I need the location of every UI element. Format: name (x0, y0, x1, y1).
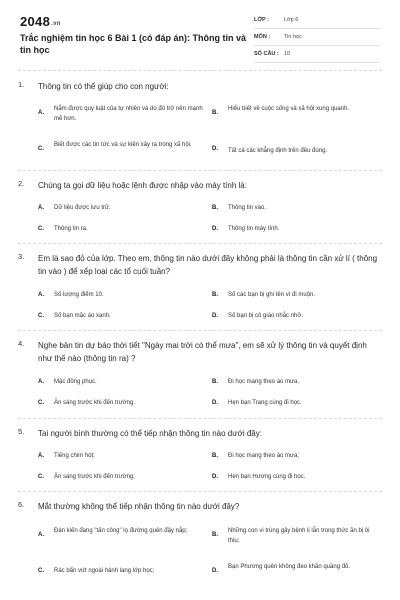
question-text: Tai người bình thường có thể tiếp nhận thông tin nào dưới đây: (38, 429, 262, 438)
option-text[interactable]: Số các bạn bị ghi tên vì đi muộn. (228, 292, 316, 298)
option-text[interactable]: Số lượng điểm 10. (54, 292, 104, 298)
logo-suffix: .vn (51, 21, 61, 27)
option-text[interactable]: Nắm được quy luật của tự nhiên và do đó trở nên mạnh mẽ hơn. (54, 106, 203, 122)
question-text: Nghe bản tin dự báo thời tiết "Ngày mai trời có thể mưa", em sẽ xử lý thông tin và quyết định như thế nào (thông tin ra) ? (38, 341, 367, 363)
option-letter[interactable]: C. (38, 226, 44, 232)
page-title: Trắc nghiệm tin học 6 Bài 1 (có đáp án): Thông tin và tin học (20, 33, 247, 55)
option-letter[interactable]: A. (38, 532, 44, 538)
meta-info (254, 14, 380, 65)
question-5 (18, 427, 382, 485)
option-letter[interactable]: D. (212, 568, 218, 574)
option-text[interactable]: Mặc đồng phục. (54, 379, 97, 385)
option-text[interactable]: Đi học mang theo áo mưa. (228, 379, 300, 385)
question-3 (18, 252, 382, 324)
question-2 (18, 179, 382, 237)
question-number: 2. (18, 179, 25, 188)
option-letter[interactable]: C. (38, 313, 44, 319)
option-letter[interactable]: C. (38, 474, 44, 480)
question-number: 4. (18, 339, 25, 348)
question-text: Em là sao đỏ của lớp. Theo em, thông tin nào dưới đây không phải là thông tin cần xử lí ( thông tin vào ) để xếp loại các tổ cuối tuần? (38, 254, 378, 276)
option-letter[interactable]: B. (212, 205, 218, 211)
option-text[interactable]: Số bạn bị cô giáo nhắc nhở. (228, 313, 303, 319)
option-letter[interactable]: C. (38, 146, 44, 152)
question-text: Thông tin có thể giúp cho con người: (38, 82, 169, 91)
question-number: 3. (18, 252, 25, 261)
question-1 (18, 80, 382, 166)
question-divider (18, 170, 382, 171)
option-text[interactable]: Hẹn bạn Hương cùng đi học. (228, 474, 306, 480)
site-logo[interactable] (20, 14, 61, 29)
question-text: Mắt thường không thể tiếp nhận thông tin nào dưới đây? (38, 502, 240, 511)
question-4 (18, 339, 382, 411)
option-text[interactable]: Bạn Phương quên không đeo khăn quàng đỏ. (228, 564, 351, 570)
option-letter[interactable]: D. (212, 400, 218, 406)
meta-value-count: 10 (284, 51, 291, 57)
option-text[interactable]: Đàn kiến đang "tấn công" lọ đường quên đậy nắp; (54, 528, 188, 534)
question-number: 5. (18, 427, 25, 436)
option-text[interactable]: Số bạn mặc áo xanh. (54, 313, 111, 319)
option-letter[interactable]: D. (212, 313, 218, 319)
option-text[interactable]: Hẹn bạn Trang cùng đi học. (228, 400, 302, 406)
option-text[interactable]: Thông tin vào. (228, 205, 267, 211)
question-number: 6. (18, 500, 25, 509)
option-text[interactable]: Tất cả các khẳng định trên đều đúng. (228, 148, 328, 154)
option-text[interactable]: Ăn sáng trước khi đến trường; (54, 474, 135, 480)
question-divider (18, 243, 382, 244)
option-text[interactable]: Thông tin ra. (54, 226, 88, 232)
question-6 (18, 500, 382, 590)
page-header (0, 0, 400, 62)
meta-row-count (254, 48, 380, 63)
option-text[interactable]: Rác bẩn vứt ngoài hành lang lớp học; (54, 568, 155, 574)
option-letter[interactable]: B. (212, 110, 218, 116)
option-letter[interactable]: A. (38, 379, 44, 385)
meta-row-class (254, 14, 380, 29)
header-divider (18, 70, 382, 71)
question-text: Chúng ta gọi dữ liệu hoặc lệnh được nhập vào máy tính là: (38, 181, 247, 190)
meta-row-subject (254, 31, 380, 46)
question-divider (18, 418, 382, 419)
option-letter[interactable]: B. (212, 292, 218, 298)
meta-label-subject: MÔN : (254, 34, 271, 40)
option-text[interactable]: Đi học mang theo áo mưa; (228, 453, 300, 459)
option-text[interactable]: Dữ liệu được lưu trữ. (54, 205, 111, 211)
option-letter[interactable]: D. (212, 474, 218, 480)
meta-value-subject: Tin học (284, 34, 302, 40)
option-letter[interactable]: A. (38, 292, 44, 298)
option-text[interactable]: Những con vi trùng gây bệnh lị lẫn trong thức ăn bị ôi thiu; (228, 528, 370, 544)
meta-label-class: LỚP : (254, 17, 269, 23)
meta-label-count: SỐ CÂU : (254, 51, 279, 57)
option-letter[interactable]: B. (212, 532, 218, 538)
option-text[interactable]: Thông tin máy tính. (228, 226, 280, 232)
option-text[interactable]: Hiểu biết về cuộc sống và xã hội xung quanh. (228, 106, 350, 112)
option-letter[interactable]: B. (212, 453, 218, 459)
meta-value-class: Lớp 6 (284, 17, 299, 23)
option-letter[interactable]: C. (38, 400, 44, 406)
option-text[interactable]: Biết được các tin tức và sự kiện xảy ra trong xã hội. (54, 142, 192, 148)
question-number: 1. (18, 80, 25, 89)
option-letter[interactable]: D. (212, 226, 218, 232)
question-divider (18, 491, 382, 492)
option-letter[interactable]: D. (212, 146, 218, 152)
option-letter[interactable]: C. (38, 568, 44, 574)
option-letter[interactable]: A. (38, 110, 44, 116)
option-letter[interactable]: A. (38, 453, 44, 459)
option-letter[interactable]: A. (38, 205, 44, 211)
logo-text: 2048 (20, 14, 51, 29)
option-text[interactable]: Ăn sáng trước khi đến trường. (54, 400, 135, 406)
option-letter[interactable]: B. (212, 379, 218, 385)
option-text[interactable]: Tiếng chim hót; (54, 453, 95, 459)
question-divider (18, 330, 382, 331)
